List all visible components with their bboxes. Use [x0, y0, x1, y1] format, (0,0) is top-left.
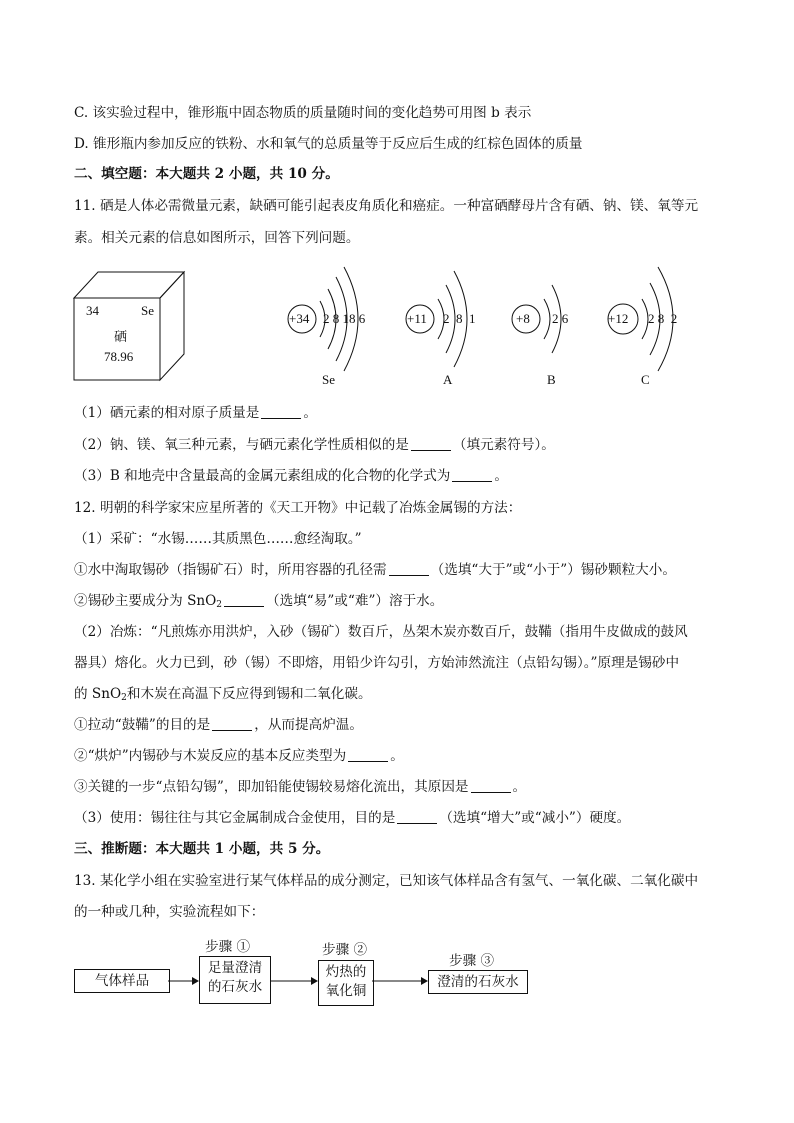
flow-step2-line1: 灼热的	[325, 964, 367, 980]
q12-part1-a	[74, 560, 676, 580]
flow-step1-line1: 足量澄清	[207, 960, 263, 976]
option-c: C. 该实验过程中，锥形瓶中固态物质的质量随时间的变化趋势可用图 b 表示	[74, 105, 532, 121]
q12-part2-line2: 器具）熔化。火力已到，砂（锡）不即熔，用铅少许勾引，方始沛然流注（点铅勾锡）。”原理是锡砂中	[74, 655, 680, 671]
atom-b-nucleus: +8	[516, 311, 530, 326]
q11-sub3	[74, 466, 508, 486]
q12-part2-a-end: ，从而提高炉温。	[254, 717, 363, 733]
atom-se-nucleus: +34	[289, 311, 310, 326]
q12-part2-a	[74, 715, 363, 735]
q12-part1-a-text: ①水中淘取锡砂（指锡矿石）时，所用容器的孔径需	[74, 562, 387, 578]
q12-part2-line1: （2）冶炼：“凡煎炼亦用洪炉，入砂（锡矿）数百斤，丛架木炭亦数百斤，鼓鞴（指用牛皮做成的鼓风	[74, 624, 688, 640]
atom-se-shells: 2 8 18 6	[323, 311, 366, 326]
q12-stem: 12. 明朝的科学家宋应星所著的《天工开物》中记载了冶炼金属锡的方法：	[74, 500, 522, 516]
element-symbol: Se	[141, 303, 154, 318]
atom-c-shells: 2 8 2	[648, 311, 678, 326]
atom-se-label: Se	[322, 372, 335, 387]
element-name: 硒	[114, 330, 128, 345]
flow-step1-line2: 的石灰水	[207, 979, 263, 995]
flow-step1-label: 步骤 ①	[205, 939, 251, 955]
option-d: D. 锥形瓶内参加反应的铁粉、水和氧气的总质量等于反应后生成的红棕色固体的质量	[74, 136, 583, 152]
atom-a-nucleus: +11	[407, 311, 427, 326]
answer-blank[interactable]	[224, 592, 264, 607]
flow-step3-box: 澄清的石灰水	[428, 970, 528, 994]
q12-part2-c-text: ③关键的一步“点铅勾锡”，即加铅能使锡较易熔化流出，其原因是	[74, 779, 469, 795]
answer-blank[interactable]	[397, 809, 437, 824]
q12-part2-c	[74, 777, 526, 797]
flow-step2-box	[318, 960, 374, 1006]
answer-blank[interactable]	[389, 561, 429, 576]
q12-part2-line3-end: 和木炭在高温下反应得到锡和二氧化碳。	[126, 686, 372, 702]
section-heading-fill-in: 二、填空题：本大题共 2 小题，共 10 分。	[74, 166, 339, 182]
q12-part2-b-end: 。	[390, 748, 404, 764]
q12-part2-b	[74, 746, 404, 766]
q11-sub1-end: 。	[303, 405, 317, 421]
q11-sub2	[74, 435, 555, 455]
q12-part2-line3-text: 的 SnO	[74, 686, 122, 702]
q11-stem-line1: 11. 硒是人体必需微量元素，缺硒可能引起表皮角质化和癌症。一种富硒酵母片含有硒、钠、镁、氧等元	[74, 198, 699, 214]
flow-step3-label: 步骤 ③	[449, 953, 495, 969]
q12-part1-b-text: ②锡砂主要成分为 SnO	[74, 593, 217, 609]
subscript: 2	[216, 600, 223, 610]
q12-part1-b-end: （选填“易”或“难”）溶于水。	[266, 593, 444, 609]
flow-step1-box	[199, 956, 271, 1004]
answer-blank[interactable]	[261, 404, 301, 419]
q11-stem-line2: 素。相关元素的信息如图所示，回答下列问题。	[74, 230, 360, 246]
answer-blank[interactable]	[348, 747, 388, 762]
flow-arrows	[0, 970, 794, 994]
flow-start-box: 气体样品	[74, 969, 170, 993]
q11-sub3-text: （3）B 和地壳中含量最高的金属元素组成的化合物的化学式为	[74, 468, 451, 484]
q12-part3	[74, 808, 630, 828]
answer-blank[interactable]	[471, 778, 511, 793]
q12-part3-end: （选填“增大”或“减小”）硬度。	[439, 810, 631, 826]
subscript: 2	[121, 693, 127, 703]
q12-part2-b-text: ②“烘炉”内锡砂与木炭反应的基本反应类型为	[74, 748, 347, 764]
q11-sub1-text: （1）硒元素的相对原子质量是	[74, 405, 260, 421]
answer-blank[interactable]	[212, 716, 252, 731]
element-mass: 78.96	[104, 349, 134, 364]
element-number: 34	[86, 303, 99, 318]
q11-sub2-text: （2）钠、镁、氧三种元素，与硒元素化学性质相似的是	[74, 437, 409, 453]
atom-b-shells: 2 6	[552, 311, 569, 326]
q12-part2-c-end: 。	[512, 779, 527, 795]
q12-part2-line3	[74, 684, 372, 704]
q12-part3-text: （3）使用：锡往往与其它金属制成合金使用，目的是	[74, 810, 396, 826]
atom-a-label: A	[443, 372, 453, 387]
q13-stem-line2: 的一种或几种，实验流程如下：	[74, 904, 265, 920]
atom-a-shells: 2 8 1	[443, 311, 476, 326]
answer-blank[interactable]	[452, 467, 492, 482]
q11-sub3-end: 。	[494, 468, 508, 484]
q11-sub1	[74, 403, 317, 423]
q11-sub2-end: （填元素符号）。	[452, 437, 555, 453]
flow-step2-line2: 氧化铜	[325, 983, 367, 999]
atom-b-label: B	[547, 372, 556, 387]
section-heading-inference: 三、推断题：本大题共 1 小题，共 5 分。	[74, 841, 330, 857]
atom-c-nucleus: +12	[608, 311, 629, 326]
atom-c-label: C	[641, 372, 650, 387]
answer-blank[interactable]	[411, 436, 451, 451]
q12-part2-a-text: ①拉动“鼓鞴”的目的是	[74, 717, 211, 733]
q12-part1-b	[74, 591, 443, 611]
flow-step2-label: 步骤 ②	[322, 942, 368, 958]
q13-stem-line1: 13. 某化学小组在实验室进行某气体样品的成分测定，已知该气体样品含有氢气、一氧化碳、二氧化碳中	[74, 873, 699, 889]
q12-part1: （1）采矿：“水锡……其质黑色……愈经淘取。”	[74, 531, 362, 547]
q12-part1-a-end: （选填“大于”或“小于”）锡砂颗粒大小。	[430, 562, 676, 578]
